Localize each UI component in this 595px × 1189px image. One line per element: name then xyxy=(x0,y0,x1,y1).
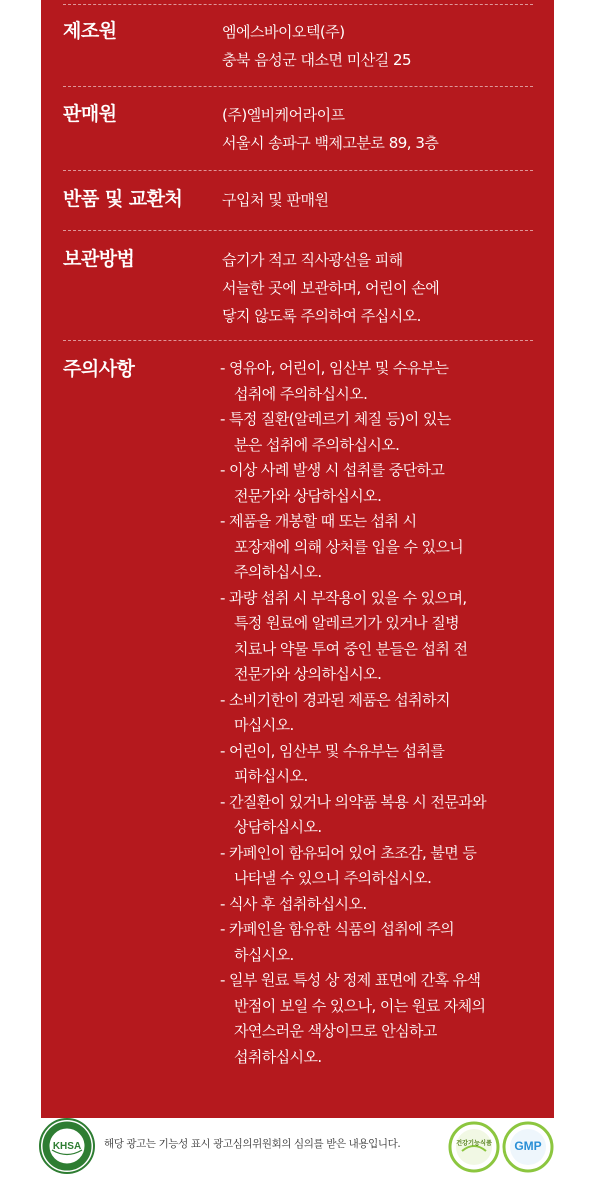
caution-line: - 영유아, 어린이, 임산부 및 수유부는 xyxy=(220,359,449,377)
caution-list xyxy=(220,356,550,1070)
caution-line: - 카페인을 함유한 식품의 섭취에 주의 xyxy=(220,920,455,938)
caution-item xyxy=(220,917,550,968)
row-label: 판매원 xyxy=(63,103,117,125)
row-value xyxy=(222,18,411,74)
gmp-mark-icon xyxy=(502,1121,554,1177)
row-value xyxy=(222,246,439,330)
caution-line: - 제품을 개봉할 때 또는 섭취 시 xyxy=(220,512,417,530)
caution-item xyxy=(220,841,550,892)
divider xyxy=(63,86,533,87)
caution-line: - 카페인이 함유되어 있어 초조감, 불면 등 xyxy=(220,843,477,862)
caution-line: - 소비기한이 경과된 제품은 섭취하지 xyxy=(220,690,450,709)
caution-item xyxy=(220,790,550,841)
row-value xyxy=(222,101,438,157)
caution-line: 분은 섭취에 주의하십시오. xyxy=(234,435,400,454)
caution-line: - 이상 사례 발생 시 섭취를 중단하고 xyxy=(220,461,445,479)
caution-line: 마십시오. xyxy=(234,716,294,734)
caution-item xyxy=(220,509,550,586)
health-functional-food-mark-icon xyxy=(448,1121,500,1177)
row-label: 반품 및 교환처 xyxy=(63,188,183,210)
caution-item xyxy=(220,407,550,458)
caution-line: 포장재에 의해 상처를 입을 수 있으니 xyxy=(234,537,464,556)
caution-line: - 어린이, 임산부 및 수유부는 섭취를 xyxy=(220,741,445,760)
row-value xyxy=(222,186,328,214)
caution-line: 특정 원료에 알레르기가 있거나 질병 xyxy=(234,614,460,632)
caution-line: 반점이 보일 수 있으나, 이는 원료 자체의 xyxy=(234,996,486,1015)
value-line: (주)엘비케어라이프 xyxy=(222,106,345,124)
caution-line: - 간질환이 있거나 의약품 복용 시 전문과와 xyxy=(220,792,486,811)
divider xyxy=(63,170,533,171)
value-line: 충북 음성군 대소면 미산길 25 xyxy=(222,51,412,69)
caution-line: 자연스러운 색상이므로 안심하고 xyxy=(234,1022,437,1040)
value-line: 서늘한 곳에 보관하며, 어린이 손에 xyxy=(222,279,440,297)
caution-line: 주의하십시오. xyxy=(234,563,322,581)
row-label: 제조원 xyxy=(63,20,117,42)
value-line: 엠에스바이오텍(주) xyxy=(222,23,345,41)
value-line: 습기가 적고 직사광선을 피해 xyxy=(222,251,403,269)
divider xyxy=(63,230,533,231)
caution-line: 섭취에 주의하십시오. xyxy=(234,384,368,403)
caution-line: 하십시오. xyxy=(234,945,294,964)
row-label: 주의사항 xyxy=(63,358,135,380)
caution-line: - 특정 질환(알레르기 체질 등)이 있는 xyxy=(220,410,451,428)
caution-item xyxy=(220,968,550,1070)
value-line: 닿지 않도록 주의하여 주십시오. xyxy=(222,307,421,325)
caution-line: - 일부 원료 특성 상 정제 표면에 간혹 유색 xyxy=(220,971,481,989)
caution-line: 나타낼 수 있으니 주의하십시오. xyxy=(234,869,432,887)
caution-item xyxy=(220,356,550,407)
caution-line: 피하십시오. xyxy=(234,767,308,785)
caution-line: 전문가와 상의하십시오. xyxy=(234,665,382,683)
value-line: 구입처 및 판매원 xyxy=(222,191,329,209)
caution-line: - 과량 섭취 시 부작용이 있을 수 있으며, xyxy=(220,588,467,607)
divider xyxy=(63,4,533,5)
divider xyxy=(63,340,533,341)
value-line: 서울시 송파구 백제고분로 89, 3층 xyxy=(222,134,439,152)
khsa-logo-text: KHSA xyxy=(52,1141,82,1152)
review-notice: 해당 광고는 기능성 표시 광고심의위원회의 심의를 받은 내용입니다. xyxy=(104,1138,401,1150)
caution-item xyxy=(220,586,550,688)
caution-item xyxy=(220,739,550,790)
caution-line: 상담하십시오. xyxy=(234,818,322,836)
row-label: 보관방법 xyxy=(63,248,135,270)
khsa-seal-icon xyxy=(38,1117,96,1179)
caution-item xyxy=(220,892,550,918)
caution-line: 치료나 약물 투여 중인 분들은 섭취 전 xyxy=(234,639,468,658)
caution-line: - 식사 후 섭취하십시오. xyxy=(220,894,367,913)
caution-item xyxy=(220,458,550,509)
caution-line: 섭취하십시오. xyxy=(234,1047,322,1066)
gmp-logo-text: GMP xyxy=(514,1139,542,1153)
caution-line: 전문가와 상담하십시오. xyxy=(234,486,382,505)
health-mark-text: 건강기능식품 xyxy=(456,1140,492,1147)
caution-item xyxy=(220,688,550,739)
